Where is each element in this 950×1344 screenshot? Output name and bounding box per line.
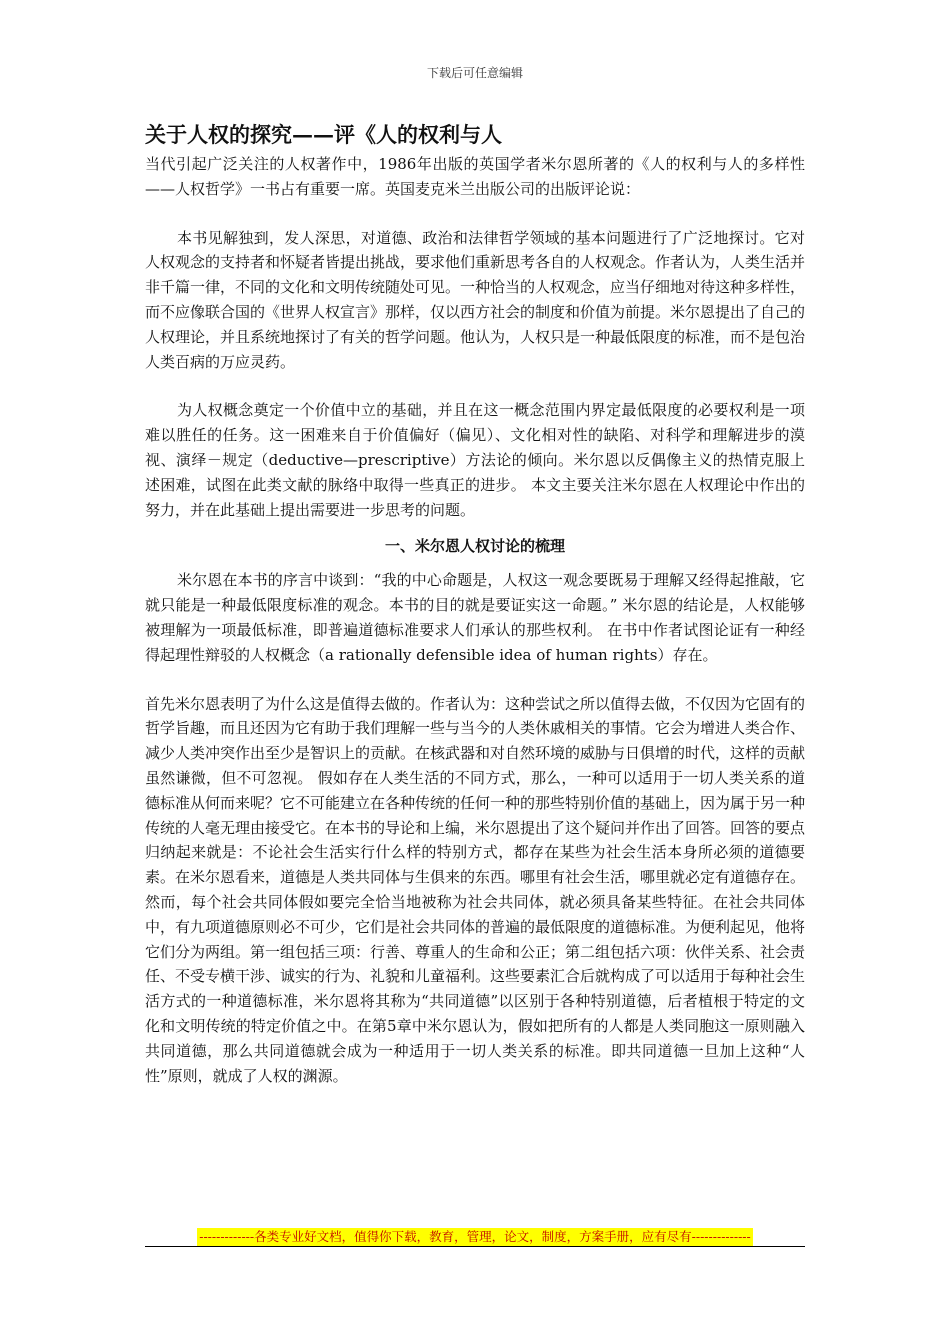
intro-paragraph: 当代引起广泛关注的人权著作中，1986年出版的英国学者米尔恩所著的《人的权利与人的多样性——人权哲学》一书占有重要一席。英国麦克米兰出版公司的出版评论说： bbox=[145, 155, 805, 198]
page-footer bbox=[145, 1226, 805, 1246]
body-paragraph: 首先米尔恩表明了为什么这是值得去做的。作者认为：这种尝试之所以值得去做，不仅因为它固有的哲学旨趣，而且还因为它有助于我们理解一些与当今的人类休戚相关的事情。它会为增进人类合作、减少人类冲突作出至少是智识上的贡献。在核武器和对自然环境的威胁与日俱增的时代，这样的贡献虽然谦微，但不可忽视。 假如存在人类生活的不同方式，那么，一种可以适用于一切人类关系的道德标准从何而来呢？它不可能建立在各种传统的任何一种的那些特别价值的基础上，因为属于另一种传统的人毫无理由接受它。在本书的导论和上编，米尔恩提出了这个疑问并作出了回答。回答的要点归纳起来就是：不论社会生活实行什么样的特别方式，都存在某些为社会生活本身所必须的道德要素。在米尔恩看来，道德是人类共同体与生俱来的东西。哪里有社会生活，哪里就必定有道德存在。然而，每个社会共同体假如要完全恰当地被称为社会共同体，就必须具备某些特征。在社会共同体中，有九项道德原则必不可少，它们是社会共同体的普遍的最低限度的道德标准。为便利起见，他将它们分为两组。第一组包括三项：行善、尊重人的生命和公正；第二组包括六项：伙伴关系、社会责任、不受专横干涉、诚实的行为、礼貌和儿童福利。这些要素汇合后就构成了可以适用于每种社会生活方式的一种道德标准，米尔恩将其称为“共同道德”以区别于各种特别道德，后者植根于特定的文化和文明传统的特定价值之中。在第5章中米尔恩认为，假如把所有的人都是人类同胞这一原则融入共同道德，那么共同道德就会成为一种适用于一切人类关系的标准。即共同道德一旦加上这种“人性”原则，就成了人权的渊源。 bbox=[145, 694, 806, 1085]
section-heading: 一、米尔恩人权讨论的梳理 bbox=[384, 537, 565, 556]
body-paragraph: 米尔恩在本书的序言中谈到：“我的中心命题是，人权这一观念要既易于理解又经得起推敲，它就只能是一种最低限度标准的观念。本书的目的就是要证实这一命题。” 米尔恩的结论是，人权能够被理解为一项最低标准，即普遍道德标准要求人们承认的那些权利。 在书中作者试图论证有一种经得起理性辩驳的人权概念（a rationally defensible idea of human rights）存在。 bbox=[145, 571, 805, 664]
page-header: 下载后可任意编辑 bbox=[426, 66, 523, 80]
footer-rule bbox=[145, 1246, 805, 1247]
quote-paragraph: 本书见解独到，发人深思，对道德、政治和法律哲学领域的基本问题进行了广泛地探讨。它对人权观念的支持者和怀疑者皆提出挑战，要求他们重新思考各自的人权观念。作者认为，人类生活并非千篇一律，不同的文化和文明传统随处可见。一种恰当的人权观念，应当仔细地对待这种多样性，而不应像联合国的《世界人权宣言》那样，仅以西方社会的制度和价值为前提。米尔恩提出了自己的人权理论，并且系统地探讨了有关的哲学问题。他认为，人权只是一种最低限度的标准，而不是包治人类百病的万应灵药。 bbox=[145, 228, 806, 371]
document-title: 关于人权的探究——评《人的权利与人 bbox=[145, 122, 502, 147]
body-paragraph: 为人权概念奠定一个价值中立的基础，并且在这一概念范围内界定最低限度的必要权利是一项难以胜任的任务。这一困难来自于价值偏好（偏见）、文化相对性的缺陷、对科学和理解进步的漠视、演绎－规定（deductive—prescriptive）方法论的倾向。米尔恩以反偶像主义的热情克服上述困难，试图在此类文献的脉络中取得一些真正的进步。 本文主要关注米尔恩在人权理论中作出的努力，并在此基础上提出需要进一步思考的问题。 bbox=[145, 401, 805, 519]
document-body bbox=[145, 118, 805, 1088]
footer-banner: -------------各类专业好文档，值得你下载，教育，管理，论文，制度，方案手册，应有尽有-------------- bbox=[199, 1229, 751, 1244]
